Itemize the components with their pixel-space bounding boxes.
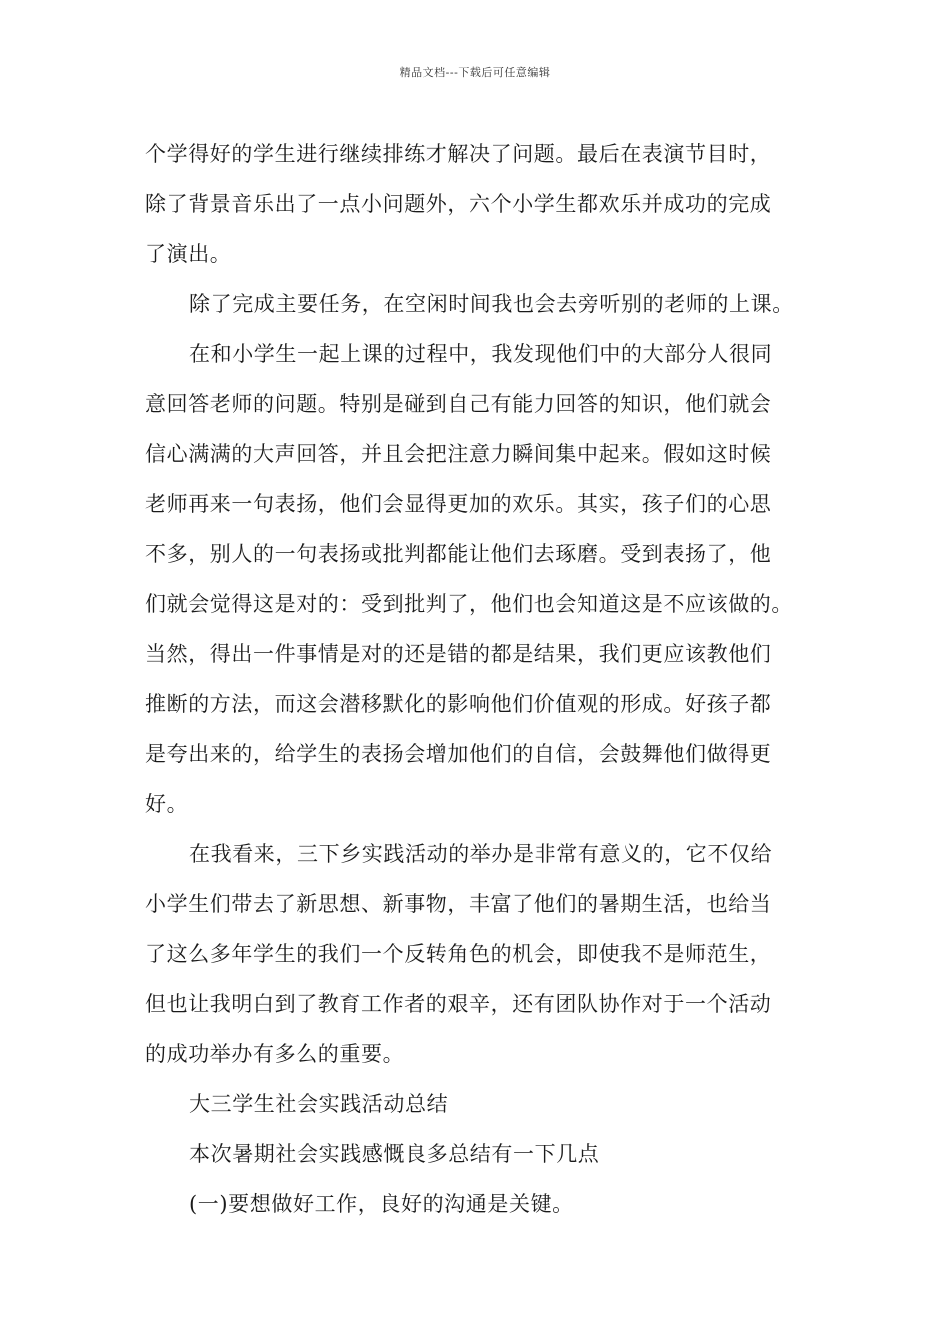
text-line: 除了背景音乐出了一点小问题外，六个小学生都欢乐并成功的完成 (145, 192, 772, 216)
text-line: 在我看来，三下乡实践活动的举办是非常有意义的，它不仅给 (189, 842, 773, 866)
text-line: 不多，别人的一句表扬或批判都能让他们去琢磨。受到表扬了，他 (145, 542, 772, 566)
text-line: 小学生们带去了新思想、新事物，丰富了他们的暑期生活，也给当 (145, 892, 772, 916)
text-line: 意回答老师的问题。特别是碰到自己有能力回答的知识，他们就会 (145, 392, 772, 416)
page-header: 精品文档---下载后可任意编辑 (399, 66, 551, 79)
text-line: 在和小学生一起上课的过程中，我发现他们中的大部分人很同 (189, 342, 773, 366)
body-text (145, 129, 835, 1229)
text-line: 的成功举办有多么的重要。 (145, 1042, 405, 1066)
text-line: 了演出。 (145, 242, 232, 266)
text-line: 本次暑期社会实践感慨良多总结有一下几点 (189, 1142, 600, 1166)
text-line: (一)要想做好工作，良好的沟通是关键。 (189, 1192, 574, 1216)
text-line: 好。 (145, 792, 189, 816)
text-line: 推断的方法，而这会潜移默化的影响他们价值观的形成。好孩子都 (145, 692, 772, 716)
text-line: 老师再来一句表扬，他们会显得更加的欢乐。其实，孩子们的心思 (145, 492, 772, 516)
text-line: 是夸出来的，给学生的表扬会增加他们的自信，会鼓舞他们做得更 (145, 742, 772, 766)
text-line: 大三学生社会实践活动总结 (189, 1092, 449, 1116)
text-line: 除了完成主要任务，在空闲时间我也会去旁听别的老师的上课。 (189, 292, 794, 316)
text-line: 了这么多年学生的我们一个反转角色的机会，即使我不是师范生， (145, 942, 772, 966)
text-line: 当然，得出一件事情是对的还是错的都是结果，我们更应该教他们 (145, 642, 772, 666)
text-line: 信心满满的大声回答，并且会把注意力瞬间集中起来。假如这时候 (145, 442, 772, 466)
text-line: 但也让我明白到了教育工作者的艰辛，还有团队协作对于一个活动 (145, 992, 772, 1016)
text-line: 们就会觉得这是对的：受到批判了，他们也会知道这是不应该做的。 (145, 592, 793, 616)
text-line: 个学得好的学生进行继续排练才解决了问题。最后在表演节目时， (145, 142, 772, 166)
